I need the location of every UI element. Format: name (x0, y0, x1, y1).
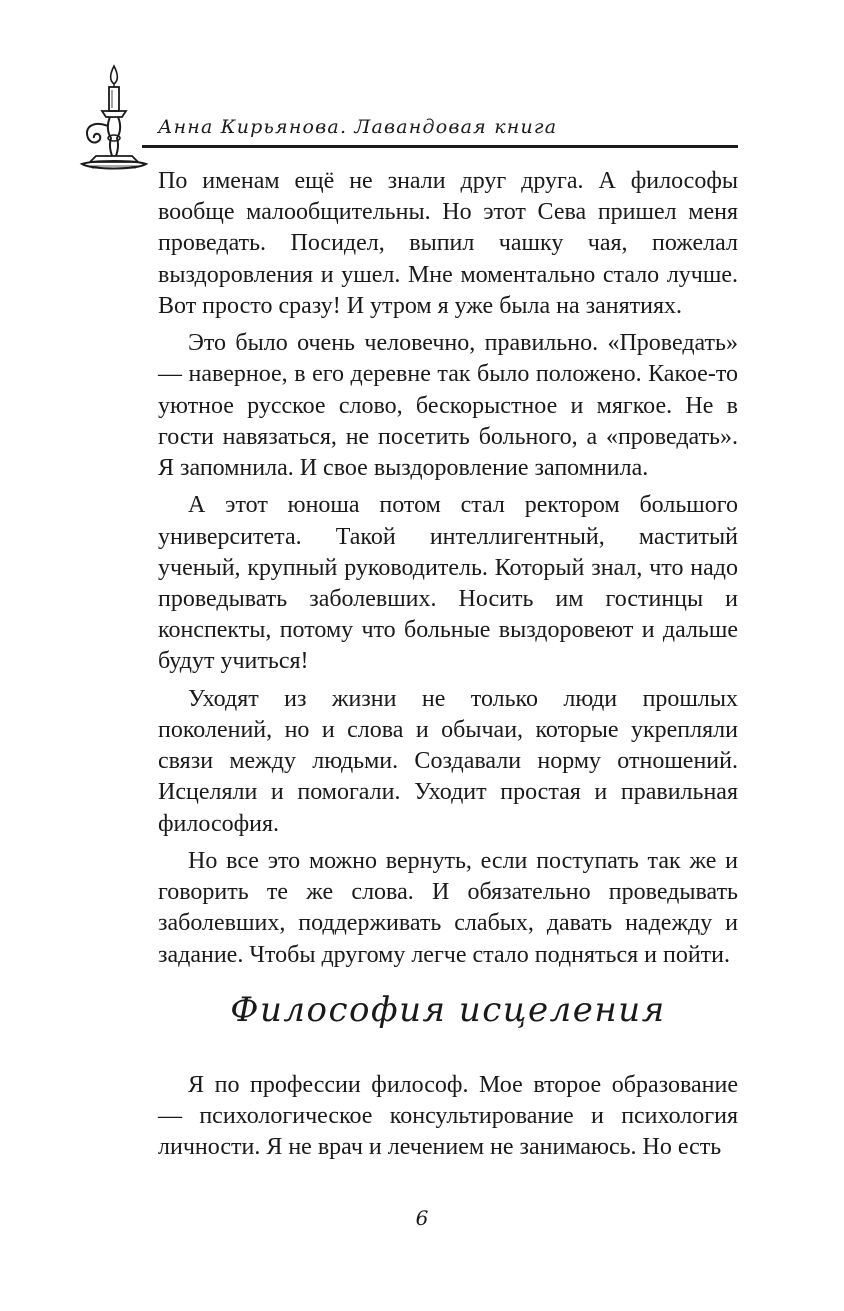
candlestick-icon (74, 62, 148, 182)
paragraph: По именам ещё не знали друг друга. А философы вообще малообщительны. Но этот Сева пришел меня проведать. Посидел, выпил чашку чая, пожелал выздоровления и ушел. Мне моментально стало лучше. Вот просто сразу! И утром я уже была на занятиях. (158, 168, 738, 319)
header-rule (142, 145, 738, 148)
running-head-title: Анна Кирьянова. Лавандовая книга (158, 116, 558, 138)
paragraph: А этот юноша потом стал ректором большого университета. Такой интеллигентный, маститый ученый, крупный руководитель. Который знал, что надо проведывать заболевших. Носить им гостинцы и конспекты, потому что больные выздоровеют и дальше будут учиться! (158, 492, 738, 675)
page-number: 6 (415, 1206, 429, 1230)
section-heading: Философия исцеления (230, 990, 666, 1030)
paragraph: Я по профессии философ. Мое второе образование — психологическое консультирование и психология личности. Я не врач и лечением не занимаюсь. Но есть (158, 1072, 738, 1161)
body-text (158, 166, 738, 977)
paragraph: Уходят из жизни не только люди прошлых поколений, но и слова и обычаи, которые укрепляли связи между людьми. Создавали норму отношений. Исцеляли и помогали. Уходит простая и правильная философия. (158, 685, 738, 837)
section-body-text (158, 1070, 738, 1164)
paragraph: Но все это можно вернуть, если поступать так же и говорить те же слова. И обязательно проведывать заболевших, поддерживать слабых, давать надежду и задание. Чтобы другому легче стало подняться и пойти. (158, 848, 738, 968)
paragraph: Это было очень человечно, правильно. «Проведать» — наверное, в его деревне так было положено. Какое-то уютное русское слово, бескорыстное и мягкое. Не в гости навязаться, не посетить больного, а «проведать». Я запомнила. И свое выздоровление запомнила. (158, 330, 738, 482)
